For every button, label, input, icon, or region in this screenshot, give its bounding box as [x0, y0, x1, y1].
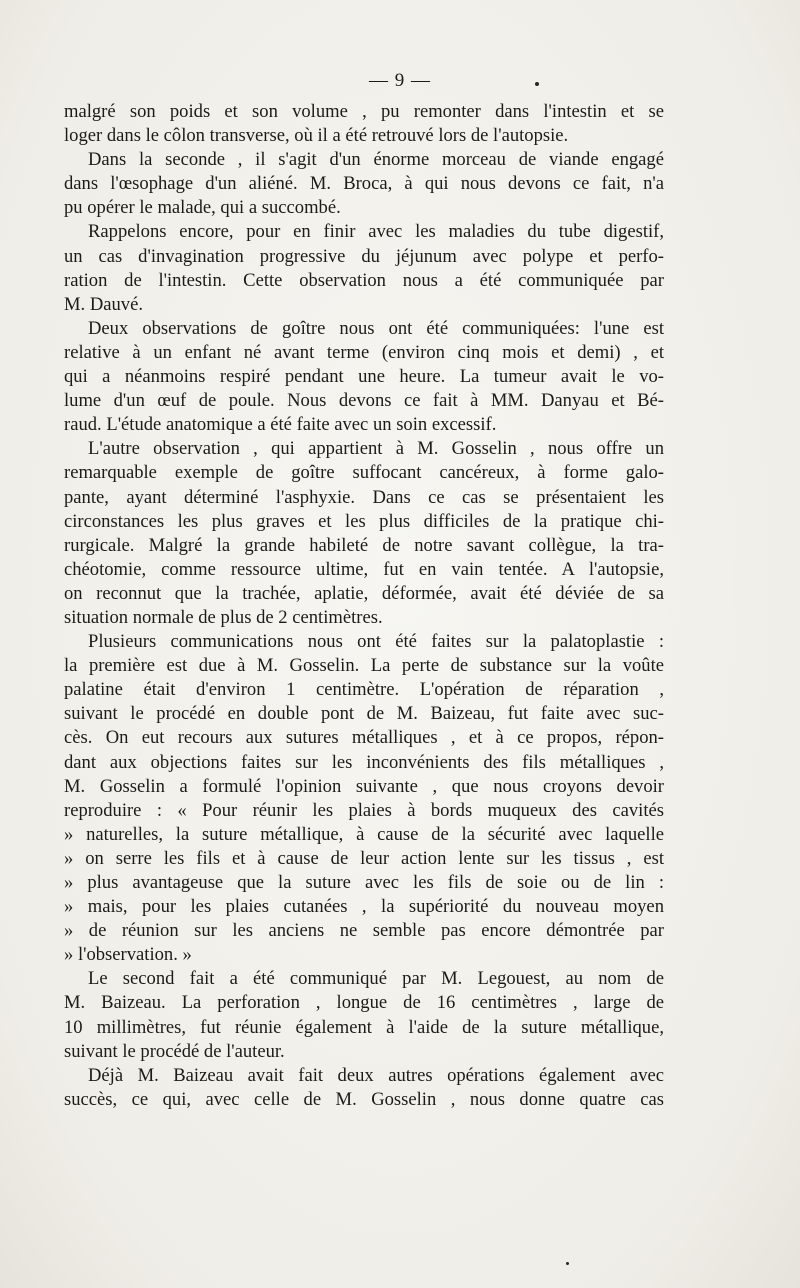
text-line: L'autre observation , qui appartient à M. Gosselin , nous offre un	[88, 438, 664, 460]
text-line: succès, ce qui, avec celle de M. Gosselin , nous donne quatre cas	[64, 1088, 664, 1110]
paragraph	[64, 630, 664, 967]
text-line: raud. L'étude anatomique a été faite avec un soin excessif.	[64, 414, 497, 436]
text-line: circonstances les plus graves et les plus difficiles de la pratique chi-	[64, 510, 664, 532]
text-line: Le second fait a été communiqué par M. Legouest, au nom de	[88, 968, 664, 990]
text-line: » de réunion sur les anciens ne semble pas encore démontrée par	[64, 920, 664, 942]
text-line: suivant le procédé de l'auteur.	[64, 1040, 285, 1062]
paragraph	[64, 967, 664, 1063]
text-line: Dans la seconde , il s'agit d'un énorme morceau de viande engagé	[88, 149, 664, 171]
text-line: qui a néanmoins respiré pendant une heure. La tumeur avait le vo-	[64, 366, 664, 388]
text-line: Déjà M. Baizeau avait fait deux autres opérations également avec	[88, 1064, 664, 1086]
text-line: M. Dauvé.	[64, 293, 144, 315]
text-line: rurgicale. Malgré la grande habileté de notre savant collègue, la tra-	[64, 534, 664, 556]
ink-speck	[535, 82, 539, 86]
text-line: M. Gosselin a formulé l'opinion suivante , que nous croyons devoir	[64, 775, 664, 797]
text-line: cès. On eut recours aux sutures métalliques , et à ce propos, répon-	[64, 727, 664, 749]
text-line: » on serre les fils et à cause de leur action lente sur les tissus , est	[64, 847, 664, 869]
text-line: » plus avantageuse que la suture avec les fils de soie ou de lin :	[64, 872, 664, 893]
text-line: pu opérer le malade, qui a succombé.	[64, 197, 341, 219]
paragraph	[64, 1064, 664, 1112]
paragraph	[64, 100, 664, 148]
text-line: la première est due à M. Gosselin. La perte de substance sur la voûte	[64, 655, 664, 677]
text-line: dans l'œsophage d'un aliéné. M. Broca, à qui nous devons ce fait, n'a	[64, 173, 664, 195]
text-line: Deux observations de goître nous ont été communiquées: l'une est	[88, 317, 664, 339]
text-line: Plusieurs communications nous ont été faites sur la palatoplastie :	[88, 631, 664, 653]
paragraph	[64, 317, 664, 437]
paragraph	[64, 437, 664, 630]
text-line: pante, ayant déterminé l'asphyxie. Dans ce cas se présentaient les	[64, 486, 664, 508]
ink-speck	[566, 1262, 569, 1265]
text-line: M. Baizeau. La perforation , longue de 16 centimètres , large de	[64, 992, 664, 1014]
paragraph	[64, 220, 664, 316]
text-line: suivant le procédé en double pont de M. Baizeau, fut faite avec suc-	[64, 703, 664, 725]
text-line: un cas d'invagination progressive du jéjunum avec polype et perfo-	[64, 245, 664, 267]
text-line: lume d'un œuf de poule. Nous devons ce fait à MM. Danyau et Bé-	[64, 390, 664, 412]
text-line: 10 millimètres, fut réunie également à l'aide de la suture métallique,	[64, 1016, 664, 1038]
text-line: dant aux objections faites sur les inconvénients des fils métalliques ,	[64, 751, 664, 773]
paragraph	[64, 148, 664, 220]
text-line: loger dans le côlon transverse, où il a été retrouvé lors de l'autopsie.	[64, 125, 569, 147]
text-line: chéotomie, comme ressource ultime, fut en vain tentée. A l'autopsie,	[64, 558, 664, 580]
text-line: palatine était d'environ 1 centimètre. L'opération de réparation ,	[64, 679, 664, 701]
text-line: » l'observation. »	[64, 944, 192, 966]
text-line: malgré son poids et son volume , pu remonter dans l'intestin et se	[64, 101, 664, 122]
page-number: — 9 —	[369, 70, 431, 91]
text-line: situation normale de plus de 2 centimètres.	[64, 606, 383, 628]
text-line: remarquable exemple de goître suffocant cancéreux, à forme galo-	[64, 462, 664, 484]
text-line: reproduire : « Pour réunir les plaies à bords muqueux des cavités	[64, 799, 664, 821]
text-line: relative à un enfant né avant terme (environ cinq mois et demi) , et	[64, 341, 664, 363]
body-text	[64, 100, 664, 1112]
text-line: » naturelles, la suture métallique, à cause de la sécurité avec laquelle	[64, 823, 664, 845]
text-line: » mais, pour les plaies cutanées , la supériorité du nouveau moyen	[64, 896, 664, 918]
text-line: Rappelons encore, pour en finir avec les maladies du tube digestif,	[88, 221, 664, 243]
text-line: on reconnut que la trachée, aplatie, déformée, avait été déviée de sa	[64, 582, 664, 604]
text-line: ration de l'intestin. Cette observation nous a été communiquée par	[64, 269, 664, 291]
